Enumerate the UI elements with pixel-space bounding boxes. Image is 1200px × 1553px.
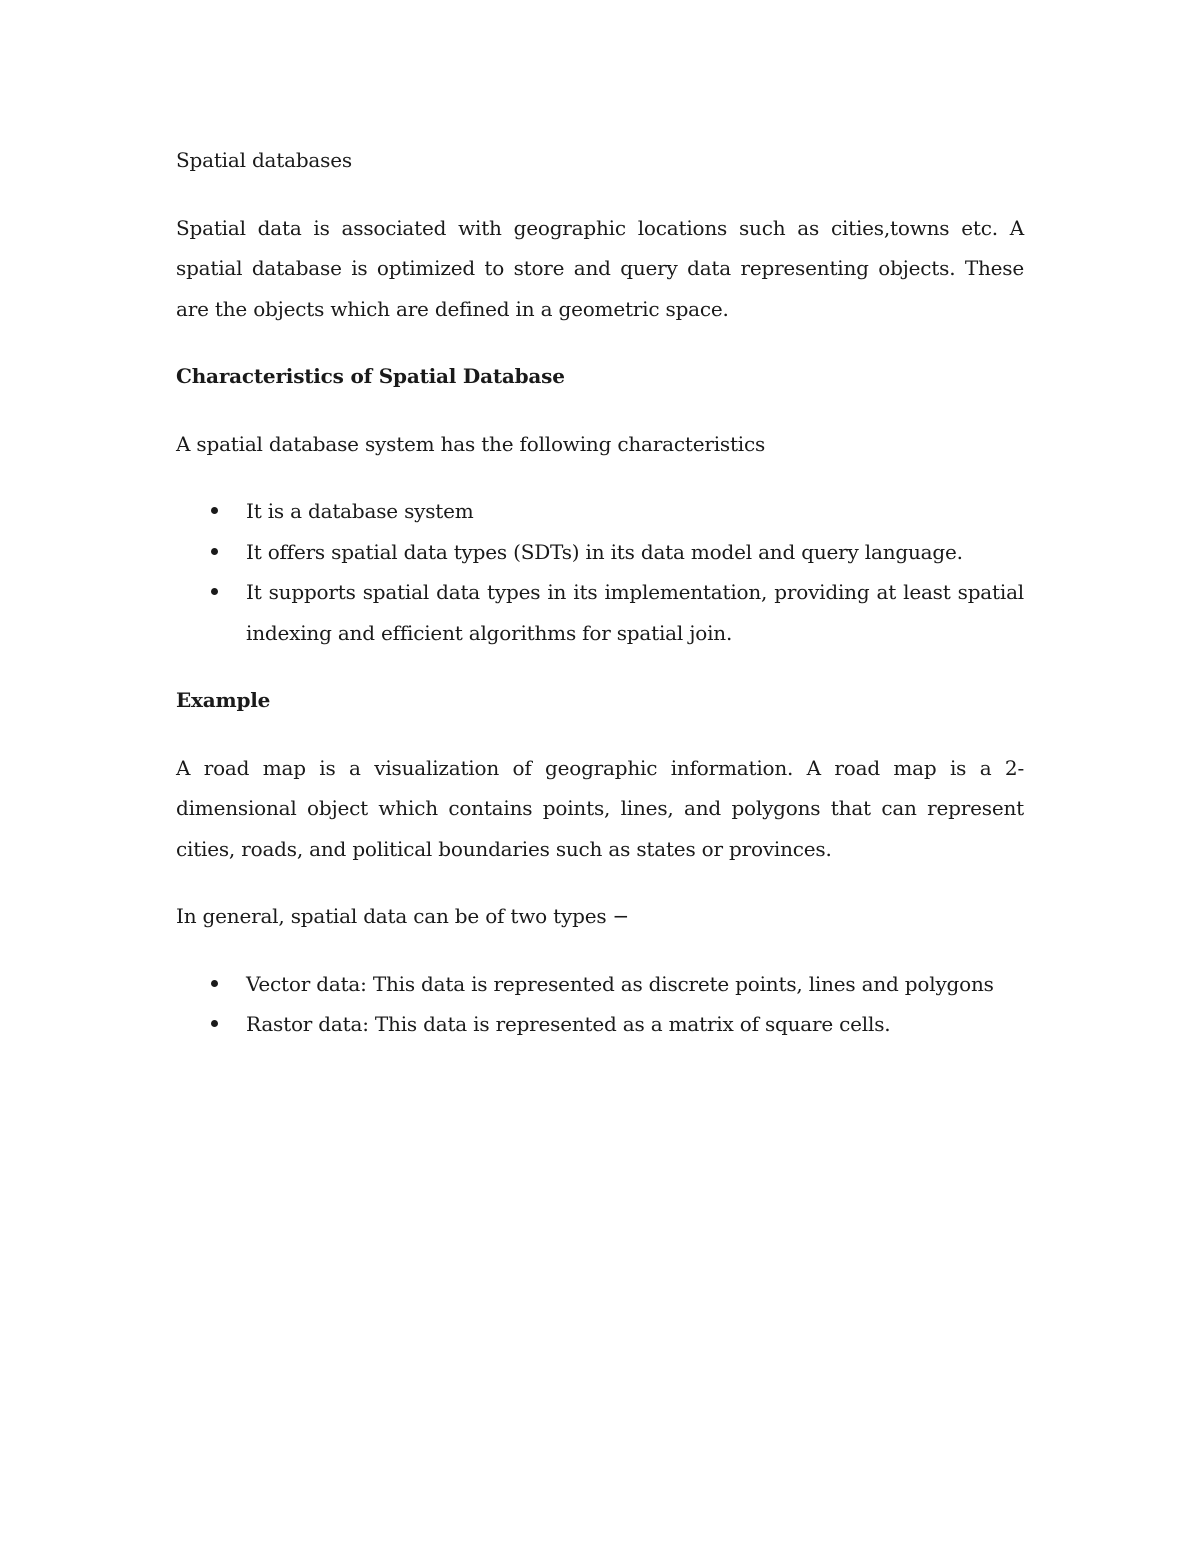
list-item <box>176 572 1024 653</box>
list-item <box>176 1004 1024 1045</box>
characteristics-list <box>176 491 1024 653</box>
list-item <box>176 491 1024 532</box>
list-item-text: It is a database system <box>246 499 474 523</box>
intro-paragraph: Spatial data is associated with geographic locations such as cities,towns etc. A spatial database is optimized to store and query data representing objects. These are the objects which are defined in a geometric space. <box>176 215 1024 321</box>
bullet-icon <box>211 980 218 987</box>
characteristics-heading: Characteristics of Spatial Database <box>176 364 565 388</box>
bullet-icon <box>211 588 218 595</box>
list-item-text: Vector data: This data is represented as discrete points, lines and polygons <box>246 971 994 996</box>
list-item <box>176 532 1024 573</box>
bullet-icon <box>211 507 218 514</box>
bullet-icon <box>211 1020 218 1027</box>
document-body <box>176 140 1024 1072</box>
document-title: Spatial databases <box>176 148 352 172</box>
example-heading: Example <box>176 688 271 712</box>
bullet-icon <box>211 548 218 555</box>
types-list <box>176 964 1024 1045</box>
list-item-text: It supports spatial data types in its implementation, providing at least spatial indexing and efficient algorithms for spatial join. <box>246 580 1024 645</box>
example-paragraph: A road map is a visualization of geographic information. A road map is a 2-dimensional object which contains points, lines, and polygons that can represent cities, roads, and political boundaries such as states or provinces. <box>176 755 1024 861</box>
characteristics-intro: A spatial database system has the following characteristics <box>176 431 766 456</box>
list-item <box>176 964 1024 1005</box>
list-item-text: It offers spatial data types (SDTs) in its data model and query language. <box>246 539 963 564</box>
types-intro: In general, spatial data can be of two types − <box>176 904 630 928</box>
list-item-text: Rastor data: This data is represented as a matrix of square cells. <box>246 1012 891 1036</box>
